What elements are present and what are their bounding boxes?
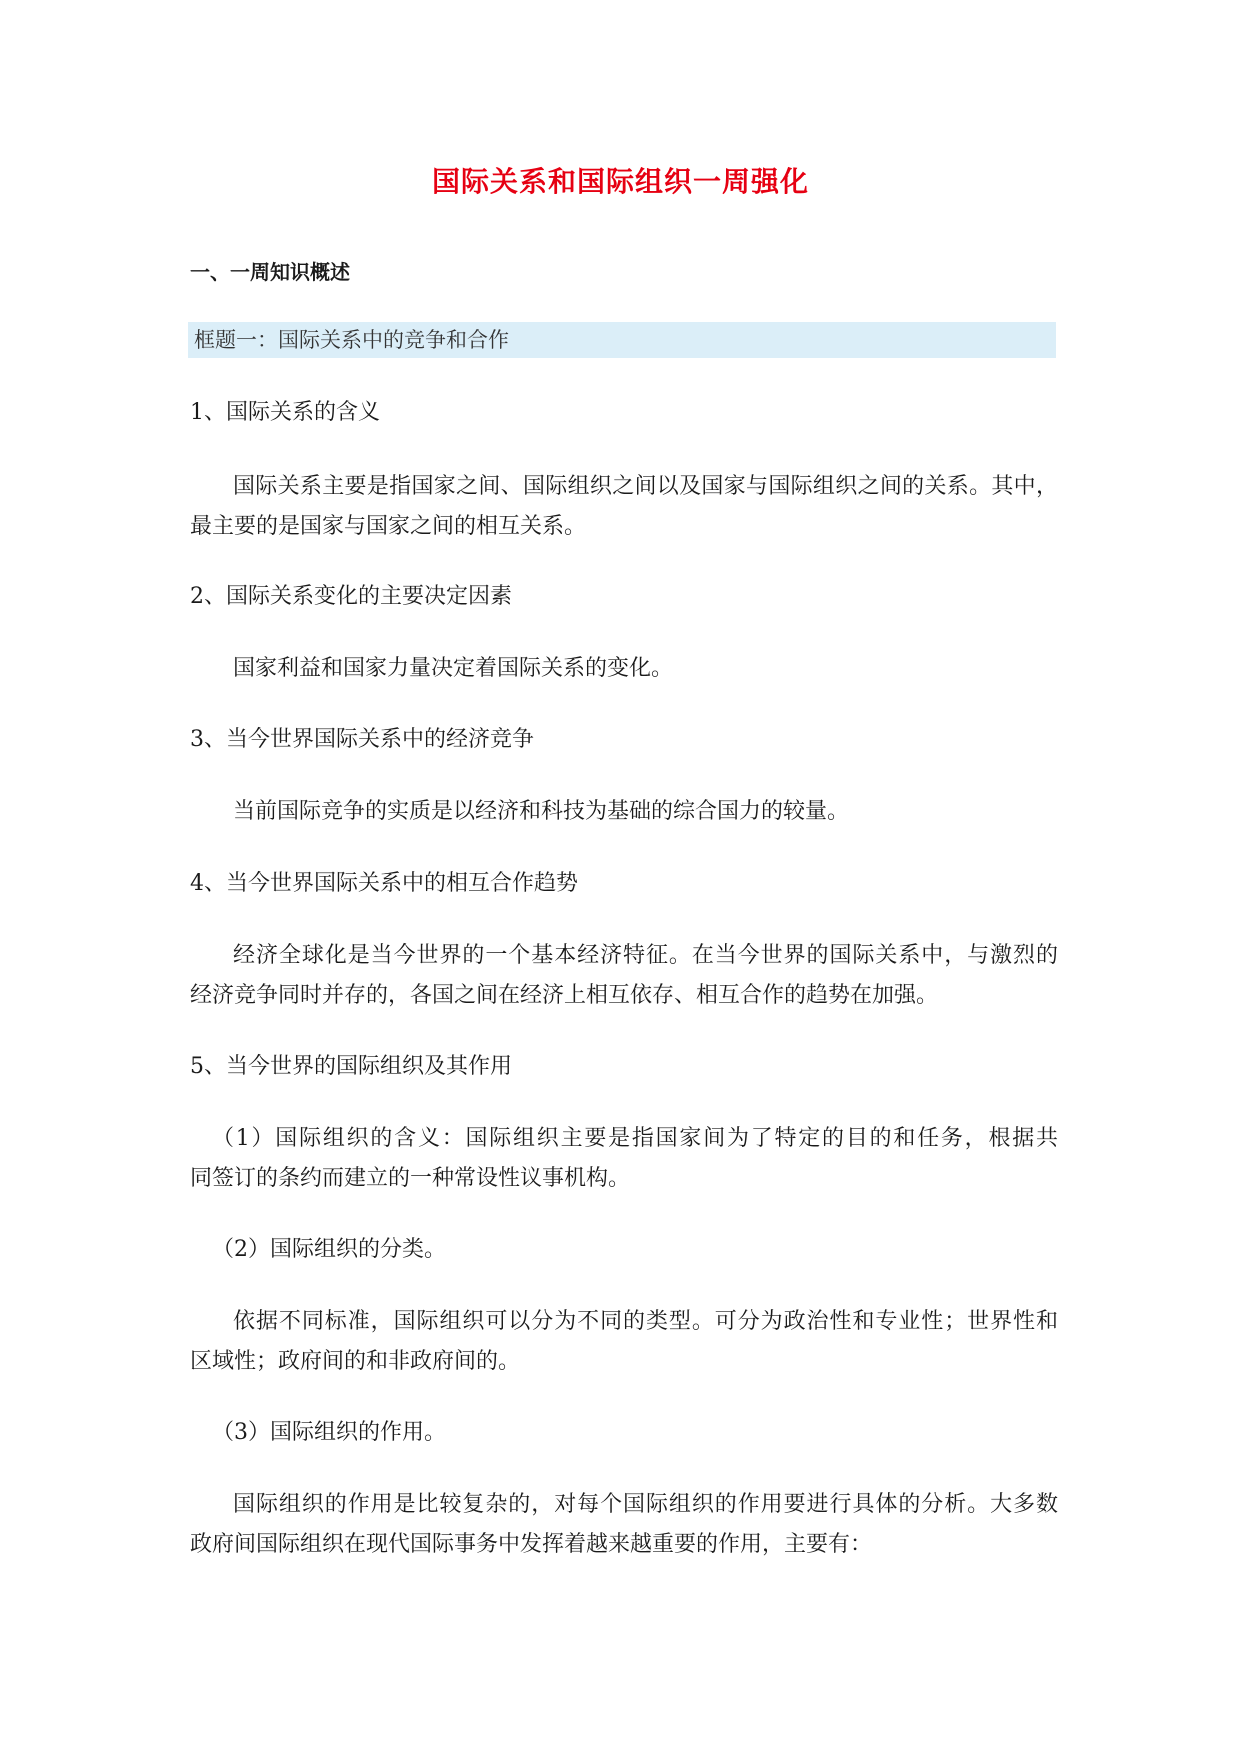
paragraph-1 xyxy=(190,467,1058,547)
subitem-2 xyxy=(190,1230,1058,1270)
item-heading-text: 5、当今世界的国际组织及其作用 xyxy=(190,1054,512,1079)
paragraph-line: 国际关系主要是指国家之间、国际组织之间以及国家与国际组织之间的关系。其中， xyxy=(233,474,1058,499)
subitem-3 xyxy=(190,1413,1058,1453)
item-heading-5 xyxy=(190,1047,1058,1087)
subitem-1 xyxy=(190,1119,1058,1199)
item-heading-4 xyxy=(190,864,1058,904)
paragraph-line: 政府间国际组织在现代国际事务中发挥着越来越重要的作用，主要有： xyxy=(190,1532,873,1557)
paragraph-line: （1）国际组织的含义：国际组织主要是指国家间为了特定的目的和任务，根据共 xyxy=(212,1126,1058,1151)
paragraph-line: 最主要的是国家与国家之间的相互关系。 xyxy=(190,514,587,539)
document-title: 国际关系和国际组织一周强化 xyxy=(431,165,809,198)
paragraph-line: 经济全球化是当今世界的一个基本经济特征。在当今世界的国际关系中，与激烈的 xyxy=(233,943,1058,968)
item-heading-1 xyxy=(190,393,1058,433)
paragraph-line: 国际组织的作用是比较复杂的，对每个国际组织的作用要进行具体的分析。大多数 xyxy=(233,1492,1058,1517)
paragraph-line: 当前国际竞争的实质是以经济和科技为基础的综合国力的较量。 xyxy=(233,799,850,824)
paragraph-line: 国家利益和国家力量决定着国际关系的变化。 xyxy=(233,656,674,681)
item-heading-3 xyxy=(190,720,1058,760)
paragraph-line: 依据不同标准，国际组织可以分为不同的类型。可分为政治性和专业性；世界性和 xyxy=(233,1309,1058,1334)
subitem-heading-text: （3）国际组织的作用。 xyxy=(212,1420,446,1445)
item-heading-text: 4、当今世界国际关系中的相互合作趋势 xyxy=(190,871,578,896)
paragraph-line: 区域性；政府间的和非政府间的。 xyxy=(190,1349,521,1374)
paragraph-3 xyxy=(190,792,1058,832)
paragraph-6 xyxy=(190,1485,1058,1565)
paragraph-2 xyxy=(190,649,1058,689)
section-heading: 一、一周知识概述 xyxy=(190,260,350,284)
paragraph-line: 同签订的条约而建立的一种常设性议事机构。 xyxy=(190,1166,631,1191)
paragraph-line: 经济竞争同时并存的，各国之间在经济上相互依存、相互合作的趋势在加强。 xyxy=(190,983,939,1008)
paragraph-5 xyxy=(190,1302,1058,1382)
item-heading-text: 3、当今世界国际关系中的经济竞争 xyxy=(190,727,534,752)
item-heading-text: 1、国际关系的含义 xyxy=(190,400,380,425)
item-heading-2 xyxy=(190,577,1058,617)
topic-box: 框题一：国际关系中的竞争和合作 xyxy=(188,322,1056,358)
paragraph-4 xyxy=(190,936,1058,1016)
subitem-heading-text: （2）国际组织的分类。 xyxy=(212,1237,446,1262)
item-heading-text: 2、国际关系变化的主要决定因素 xyxy=(190,584,512,609)
